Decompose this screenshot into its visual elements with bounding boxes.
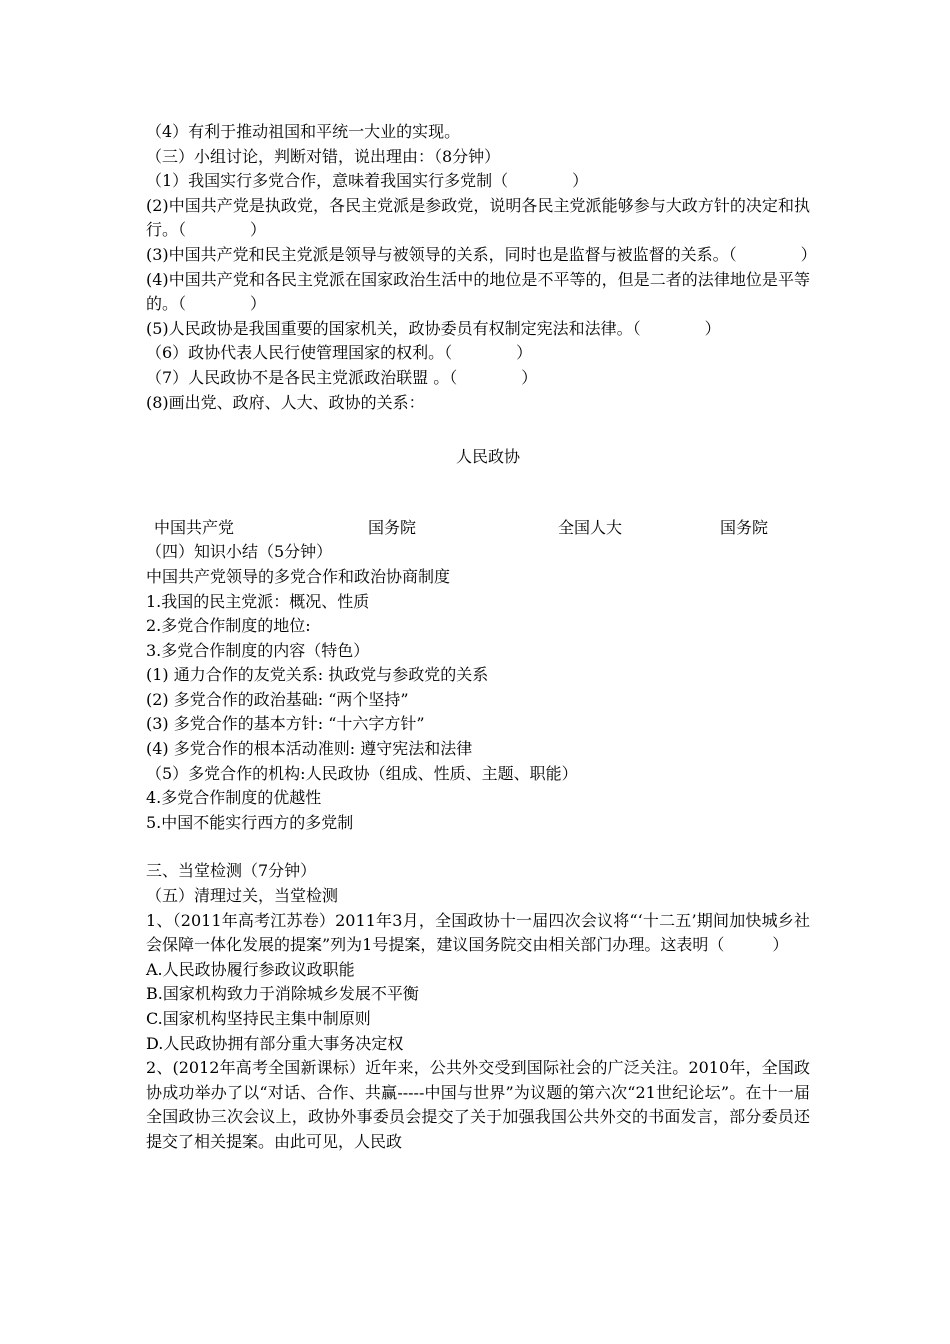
test-question-1-stem: 1、（2011年高考江苏卷）2011年3月，全国政协十一届四次会议将“‘十二五’期间加快城乡社会保障一体化发展的提案”列为1号提案，建议国务院交由相关部门办理。这表明（ ） xyxy=(146,910,810,955)
judgment-question-2: (2)中国共产党是执政党，各民主党派是参政党，说明各民主党派能够参与大政方针的决定和执行。（ ） xyxy=(146,195,810,240)
summary-item: 2.多党合作制度的地位: xyxy=(146,616,311,636)
summary-item: (4) 多党合作的根本活动准则: 遵守宪法和法律 xyxy=(146,739,473,759)
test-question-2-stem: 2、(2012年高考全国新课标）近年来，公共外交受到国际社会的广泛关注。2010年，全国政协成功举办了以“对话、合作、共赢-----中国与世界”为议题的第六次“21世纪论坛”。在十一届全国政协三次会议上，政协外事委员会提交了关于加强我国公共外交的书面发言，部分委员还提交了相关提案。由此可见，人民政 xyxy=(146,1058,810,1151)
blank-line xyxy=(146,835,810,859)
diagram-label-npc: 全国人大 xyxy=(558,517,623,537)
summary-item: (3) 多党合作的基本方针: “十六字方针” xyxy=(146,714,425,734)
summary-item: (1) 通力合作的友党关系: 执政党与参政党的关系 xyxy=(146,665,489,685)
summary-title: 中国共产党领导的多党合作和政治协商制度 xyxy=(146,566,451,586)
point-4: （4）有利于推动祖国和平统一大业的实现。 xyxy=(146,122,461,141)
summary-item: 3.多党合作制度的内容（特色） xyxy=(146,640,370,660)
judgment-question-4: (4)中国共产党和各民主党派在国家政治生活中的地位是不平等的，但是二者的法律地位是平等的。（ ） xyxy=(146,269,810,314)
test-question-1-option-b: B.国家机构致力于消除城乡发展不平衡 xyxy=(146,984,419,1004)
summary-heading: （四）知识小结（5分钟） xyxy=(146,542,333,562)
summary-item: （5）多党合作的机构:人民政协（组成、性质、主题、职能） xyxy=(146,763,578,783)
diagram-label-cpc: 中国共产党 xyxy=(154,517,235,537)
test-heading: 三、当堂检测（7分钟） xyxy=(146,861,317,881)
judgment-question-1: （1）我国实行多党合作，意味着我国实行多党制（ ） xyxy=(146,171,589,191)
judgment-question-8: (8)画出党、政府、人大、政协的关系： xyxy=(146,392,425,412)
test-subheading: （五）清理过关，当堂检测 xyxy=(146,886,339,906)
diagram-top-label: 人民政协 xyxy=(455,447,520,467)
test-question-1-option-d: D.人民政协拥有部分重大事务决定权 xyxy=(146,1033,404,1053)
judgment-question-7: （7）人民政协不是各民主党派政治联盟 。（ ） xyxy=(146,367,538,387)
summary-item: (2) 多党合作的政治基础: “两个坚持” xyxy=(146,689,409,709)
summary-item: 1.我国的民主党派：概况、性质 xyxy=(146,591,370,611)
summary-item: 5.中国不能实行西方的多党制 xyxy=(146,812,354,832)
test-question-1-option-c: C.国家机构坚持民主集中制原则 xyxy=(146,1009,371,1028)
judgment-question-3: (3)中国共产党和民主党派是领导与被领导的关系，同时也是监督与被监督的关系。（ ） xyxy=(146,244,817,264)
diagram-bottom-row xyxy=(146,516,810,541)
judgment-question-5: (5)人民政协是我国重要的国家机关，政协委员有权制定宪法和法律。（ ） xyxy=(146,318,721,338)
discussion-heading: （三）小组讨论，判断对错，说出理由：（8分钟） xyxy=(146,146,501,166)
summary-item: 4.多党合作制度的优越性 xyxy=(146,788,322,808)
test-question-1-option-a: A.人民政协履行参政议政职能 xyxy=(146,959,355,979)
judgment-question-6: （6）政协代表人民行使管理国家的权利。（ ） xyxy=(146,343,533,363)
diagram-label-state-council-1: 国务院 xyxy=(368,517,417,537)
diagram-label-state-council-2: 国务院 xyxy=(720,517,769,537)
document-page xyxy=(146,120,817,1155)
